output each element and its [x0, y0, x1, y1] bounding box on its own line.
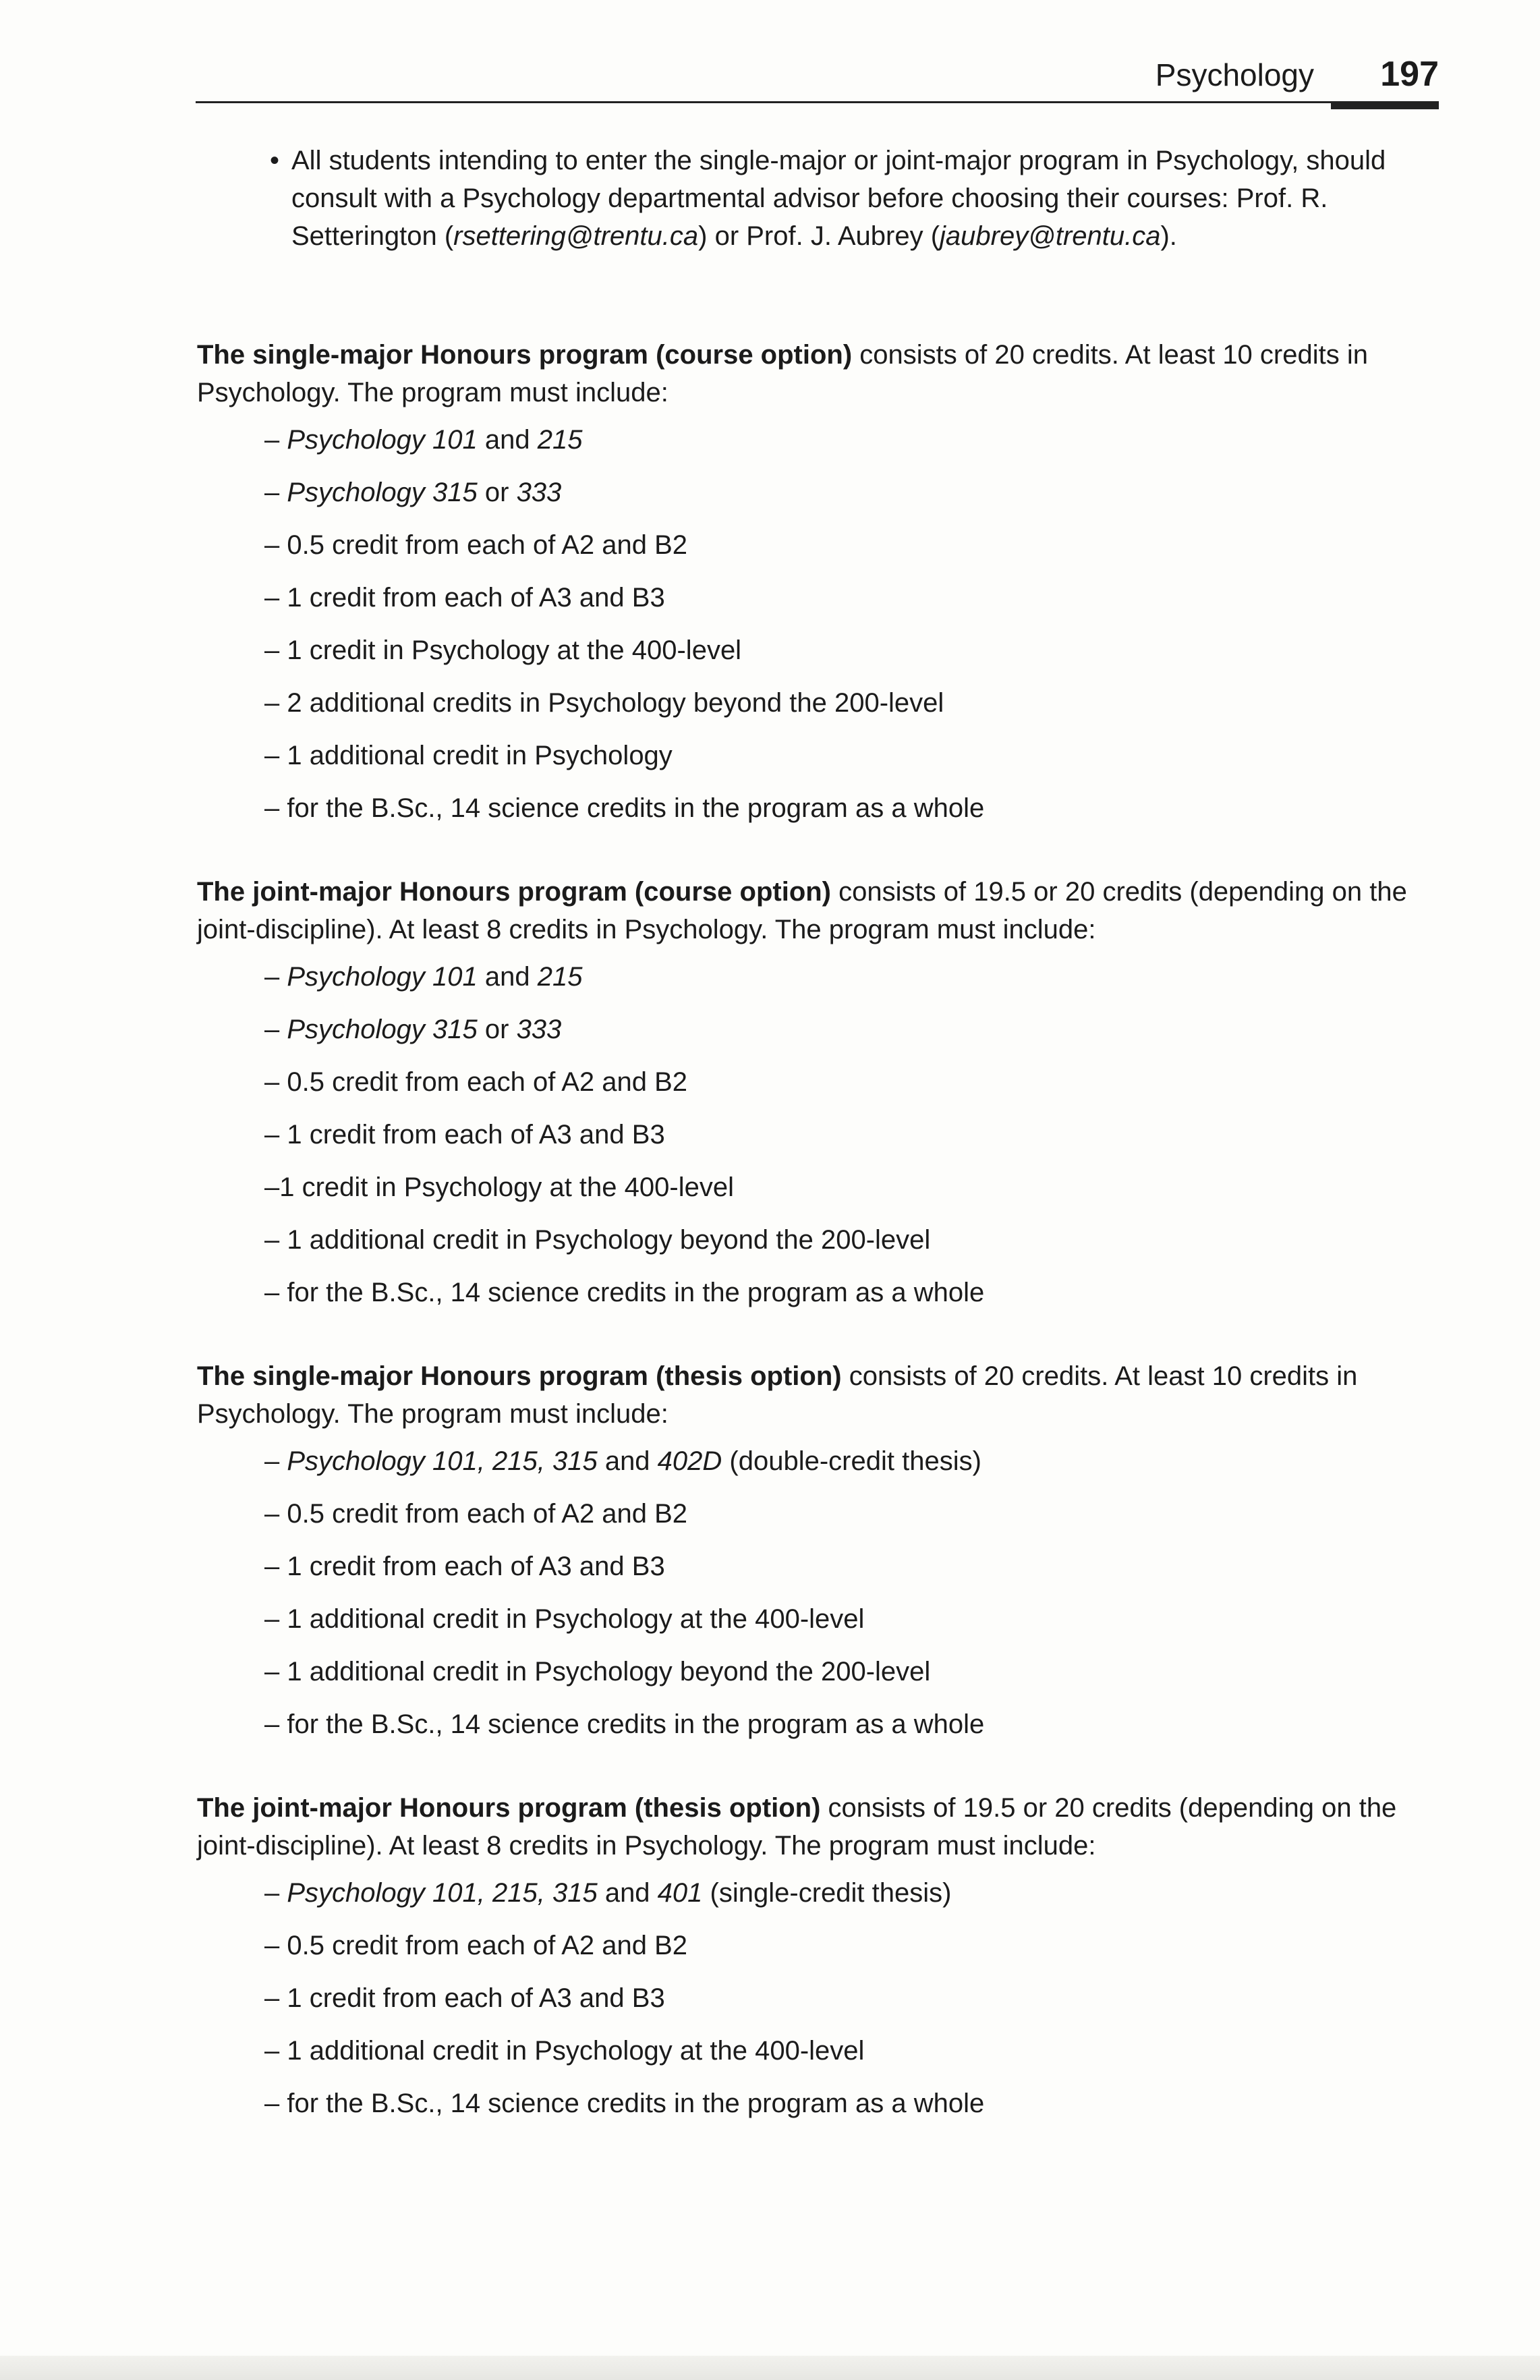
bullet-icon: •	[270, 146, 280, 175]
program-section	[197, 873, 1445, 1311]
dash-marker: –	[264, 2089, 287, 2118]
program-section	[197, 1357, 1445, 1743]
requirement-item	[264, 1705, 1445, 1743]
dash-marker: –	[264, 688, 287, 718]
dash-marker: –	[264, 635, 287, 665]
requirement-item	[264, 1548, 1445, 1585]
requirement-item	[264, 2085, 1445, 2122]
notice-text: ) or Prof. J. Aubrey (	[698, 221, 940, 251]
requirement-list	[197, 421, 1445, 827]
requirement-text: or	[477, 1015, 517, 1044]
dash-marker: –	[264, 1278, 287, 1307]
dash-marker: –	[264, 1172, 280, 1202]
notice-text: ).	[1160, 221, 1177, 251]
dash-marker: –	[264, 1225, 287, 1255]
requirement-text: for the B.Sc., 14 science credits in the program as a whole	[287, 1278, 985, 1307]
dash-marker: –	[264, 1499, 287, 1529]
requirement-text: 1 credit from each of A3 and B3	[287, 583, 665, 613]
requirement-text: 0.5 credit from each of A2 and B2	[287, 1931, 688, 1960]
dash-marker: –	[264, 1120, 287, 1150]
requirement-item	[264, 631, 1445, 669]
requirement-item	[264, 789, 1445, 827]
requirement-text: 0.5 credit from each of A2 and B2	[287, 1067, 688, 1097]
requirement-text: for the B.Sc., 14 science credits in the program as a whole	[287, 793, 985, 823]
requirement-text: 1 additional credit in Psychology beyond the 200-level	[287, 1225, 931, 1255]
requirement-item	[264, 1063, 1445, 1101]
page-header	[196, 0, 1439, 108]
dash-marker: –	[264, 793, 287, 823]
course-reference: 402D	[657, 1446, 722, 1476]
requirement-text: 0.5 credit from each of A2 and B2	[287, 1499, 688, 1529]
requirement-item	[264, 1011, 1445, 1048]
notice-text: All students intending to enter the single-major or joint-major program in Psychology, should consult with a Psychology departmental advisor before choosing their courses: Prof. R. Setterington (	[291, 146, 1386, 251]
requirement-item	[264, 421, 1445, 459]
dash-marker: –	[264, 1446, 287, 1476]
requirement-item	[264, 1168, 1445, 1206]
program-title: The single-major Honours program (course option)	[197, 340, 853, 370]
advisor-notice	[197, 142, 1445, 255]
advisor-email-1: rsettering@trentu.ca	[453, 221, 699, 251]
requirement-text: for the B.Sc., 14 science credits in the program as a whole	[287, 2089, 985, 2118]
dash-marker: –	[264, 1604, 287, 1634]
course-reference: Psychology 315	[287, 1015, 478, 1044]
requirement-text: 1 additional credit in Psychology at the 400-level	[287, 2036, 865, 2066]
program-title: The single-major Honours program (thesis option)	[197, 1361, 842, 1391]
program-description	[197, 1357, 1445, 1433]
requirement-text: 1 credit from each of A3 and B3	[287, 1552, 665, 1581]
requirement-item	[264, 737, 1445, 774]
requirement-text: and	[597, 1878, 658, 1908]
requirement-item	[264, 1274, 1445, 1311]
dash-marker: –	[264, 425, 287, 455]
page-content	[197, 142, 1445, 2168]
requirement-text: 1 additional credit in Psychology at the 400-level	[287, 1604, 865, 1634]
requirement-item	[264, 684, 1445, 722]
program-description	[197, 873, 1445, 948]
requirement-item	[264, 1495, 1445, 1533]
requirement-text: and	[477, 962, 538, 992]
requirement-text: 0.5 credit from each of A2 and B2	[287, 530, 688, 560]
requirement-item	[264, 1442, 1445, 1480]
requirement-text: and	[597, 1446, 658, 1476]
course-reference: 333	[516, 478, 562, 507]
course-reference: Psychology 101	[287, 425, 478, 455]
dash-marker: –	[264, 1709, 287, 1739]
dash-marker: –	[264, 1657, 287, 1687]
requirement-text: 1 additional credit in Psychology beyond the 200-level	[287, 1657, 931, 1687]
dash-marker: –	[264, 741, 287, 770]
program-section	[197, 1789, 1445, 2122]
requirement-item	[264, 474, 1445, 511]
requirement-text: 1 credit from each of A3 and B3	[287, 1983, 665, 2013]
requirement-text: 1 credit in Psychology at the 400-level	[287, 635, 742, 665]
requirement-item	[264, 2032, 1445, 2070]
requirement-item	[264, 526, 1445, 564]
requirement-item	[264, 579, 1445, 617]
dash-marker: –	[264, 1015, 287, 1044]
requirement-text: (single-credit thesis)	[702, 1878, 952, 1908]
dash-marker: –	[264, 1931, 287, 1960]
requirement-item	[264, 1653, 1445, 1691]
dash-marker: –	[264, 1067, 287, 1097]
course-reference: 333	[516, 1015, 562, 1044]
dash-marker: –	[264, 2036, 287, 2066]
program-section	[197, 336, 1445, 827]
dash-marker: –	[264, 583, 287, 613]
dash-marker: –	[264, 962, 287, 992]
program-title: The joint-major Honours program (thesis option)	[197, 1793, 821, 1823]
requirement-list	[197, 1442, 1445, 1743]
requirement-text: 1 credit in Psychology at the 400-level	[279, 1172, 734, 1202]
requirement-item	[264, 958, 1445, 996]
requirement-text: 2 additional credits in Psychology beyond the 200-level	[287, 688, 944, 718]
requirement-item	[264, 1927, 1445, 1964]
advisor-email-2: jaubrey@trentu.ca	[940, 221, 1161, 251]
requirement-item	[264, 1116, 1445, 1154]
program-intro: consists of 19.5 or 20 credits (depending on the joint-discipline). At least 8 credits in Psychology. The program must include:	[197, 1793, 1397, 1861]
program-description	[197, 1789, 1445, 1865]
dash-marker: –	[264, 530, 287, 560]
requirement-item	[264, 1874, 1445, 1912]
program-description	[197, 336, 1445, 412]
header-rule-accent	[1331, 101, 1439, 109]
course-reference: Psychology 315	[287, 478, 478, 507]
requirement-list	[197, 1874, 1445, 2122]
requirement-text: 1 credit from each of A3 and B3	[287, 1120, 665, 1150]
dash-marker: –	[264, 1552, 287, 1581]
dash-marker: –	[264, 1983, 287, 2013]
course-reference: 401	[657, 1878, 703, 1908]
program-intro: consists of 20 credits. At least 10 credits in Psychology. The program must include:	[197, 340, 1368, 407]
header-rule	[196, 101, 1439, 103]
requirement-list	[197, 958, 1445, 1311]
course-reference: 215	[537, 962, 583, 992]
course-reference: Psychology 101	[287, 962, 478, 992]
course-reference: 215	[537, 425, 583, 455]
course-reference: Psychology 101, 215, 315	[287, 1878, 598, 1908]
requirement-text: (double-credit thesis)	[722, 1446, 981, 1476]
page-number: 197	[1380, 55, 1439, 94]
requirement-item	[264, 1979, 1445, 2017]
requirement-item	[264, 1221, 1445, 1259]
running-title: Psychology	[1155, 57, 1314, 92]
scan-edge	[0, 2356, 1540, 2380]
program-list	[197, 336, 1445, 2122]
requirement-text: for the B.Sc., 14 science credits in the program as a whole	[287, 1709, 985, 1739]
requirement-text: or	[477, 478, 517, 507]
program-intro: consists of 19.5 or 20 credits (depending on the joint-discipline). At least 8 credits in Psychology. The program must include:	[197, 877, 1407, 944]
dash-marker: –	[264, 1878, 287, 1908]
requirement-text: and	[477, 425, 538, 455]
dash-marker: –	[264, 478, 287, 507]
program-intro: consists of 20 credits. At least 10 credits in Psychology. The program must include:	[197, 1361, 1358, 1429]
requirement-item	[264, 1600, 1445, 1638]
requirement-text: 1 additional credit in Psychology	[287, 741, 673, 770]
program-title: The joint-major Honours program (course option)	[197, 877, 831, 907]
course-reference: Psychology 101, 215, 315	[287, 1446, 598, 1476]
